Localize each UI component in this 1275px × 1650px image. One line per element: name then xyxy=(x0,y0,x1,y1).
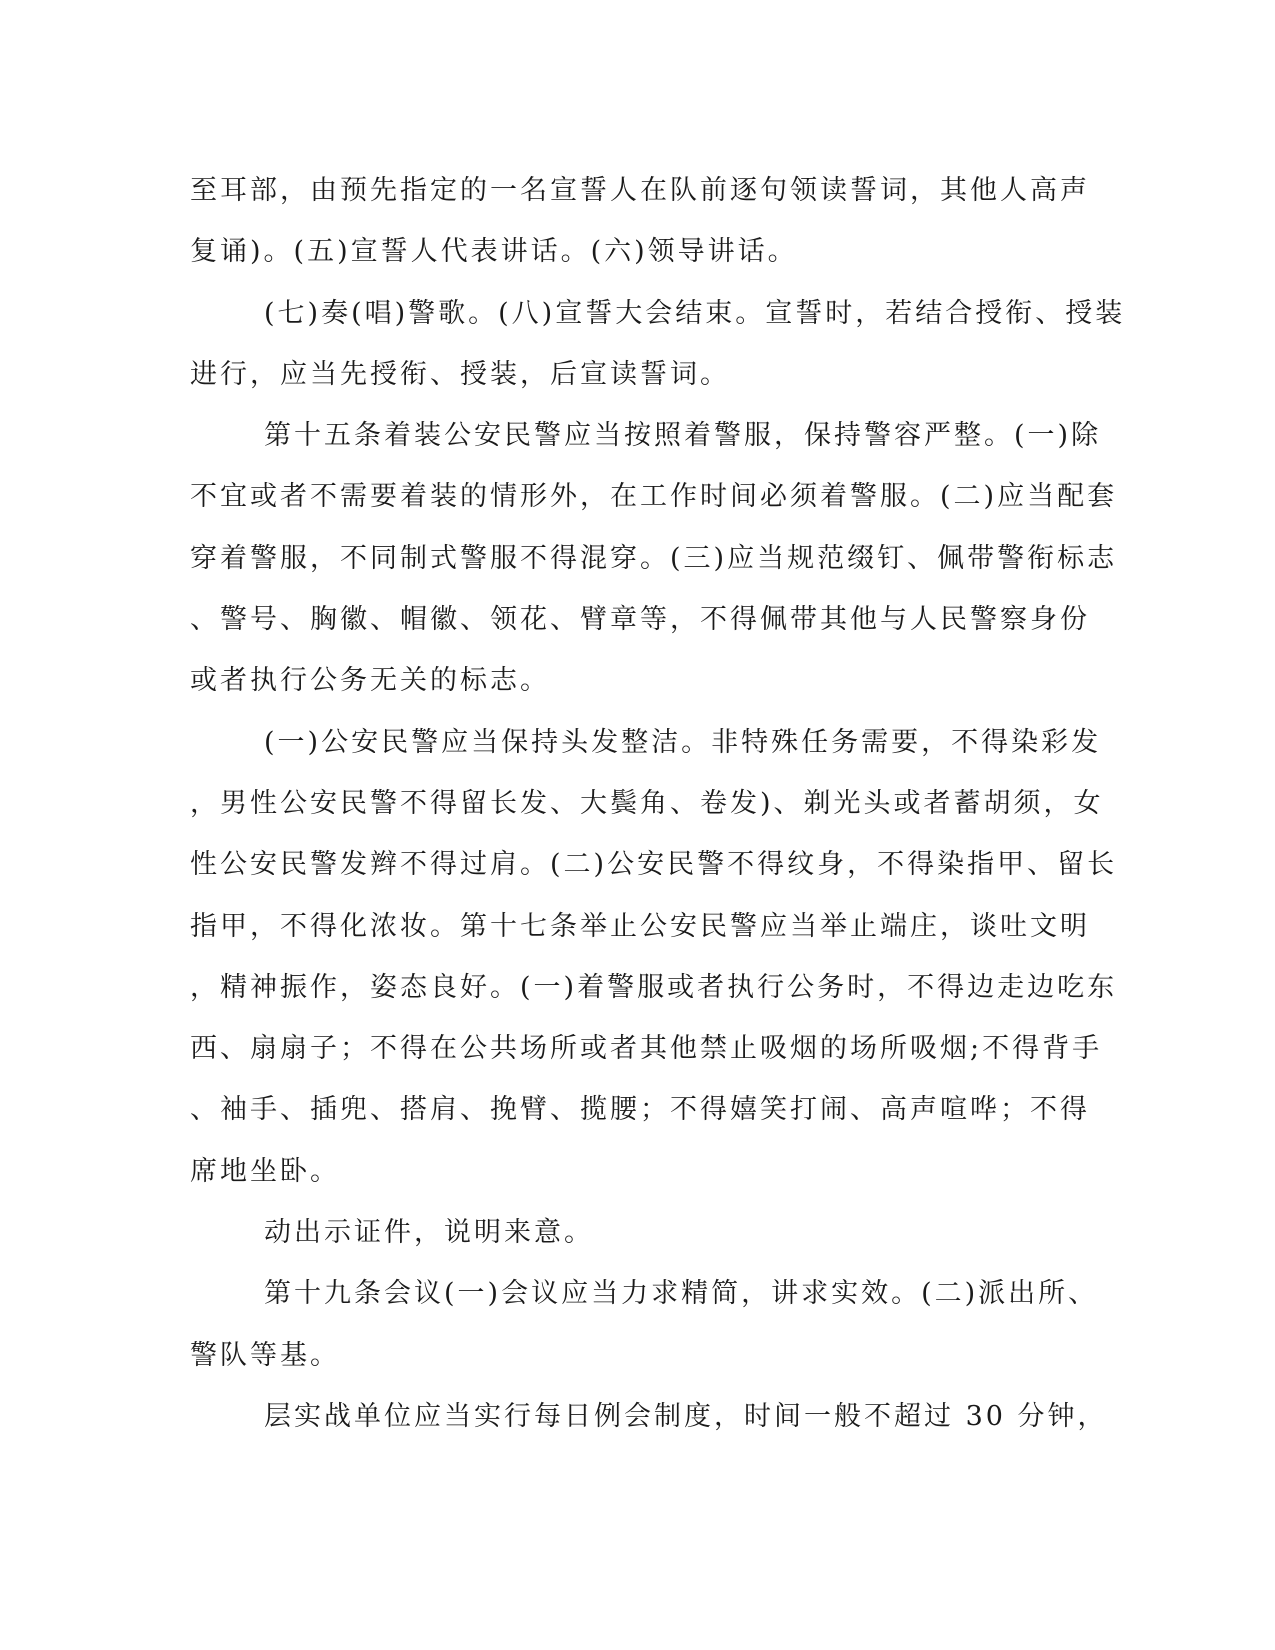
text-line-4: 进行，应当先授衔、授装，后宣读誓词。 xyxy=(190,358,730,390)
text-line-3: (七)奏(唱)警歌。(八)宣誓大会结束。宣誓时，若结合授衔、授装 xyxy=(264,297,1126,329)
text-line-5: 第十五条着装公安民警应当按照着警服，保持警容严整。(一)除 xyxy=(264,420,1102,452)
text-line-18: 动出示证件，说明来意。 xyxy=(264,1217,594,1249)
text-line-17: 席地坐卧。 xyxy=(190,1155,340,1187)
text-line-11: ，男性公安民警不得留长发、大鬓角、卷发)、剃光头或者蓄胡须，女 xyxy=(190,787,1104,819)
text-line-7: 穿着警服，不同制式警服不得混穿。(三)应当规范缀钉、佩带警衔标志 xyxy=(190,542,1118,574)
text-line-15: 西、扇扇子；不得在公共场所或者其他禁止吸烟的场所吸烟;不得背手 xyxy=(190,1033,1103,1065)
text-line-21: 层实战单位应当实行每日例会制度，时间一般不超过 30 分钟， xyxy=(264,1400,1108,1432)
text-line-9: 或者执行公务无关的标志。 xyxy=(190,665,550,697)
text-line-10: (一)公安民警应当保持头发整洁。非特殊任务需要，不得染彩发 xyxy=(264,726,1102,758)
text-line-20: 警队等基。 xyxy=(190,1339,340,1371)
text-line-14: ，精神振作，姿态良好。(一)着警服或者执行公务时，不得边走边吃东 xyxy=(190,971,1118,1003)
text-line-13: 指甲，不得化浓妆。第十七条举止公安民警应当举止端庄，谈吐文明 xyxy=(190,910,1090,942)
document-body xyxy=(190,160,1126,1447)
text-line-19: 第十九条会议(一)会议应当力求精简，讲求实效。(二)派出所、 xyxy=(264,1278,1099,1310)
text-line-2: 复诵)。(五)宣誓人代表讲话。(六)领导讲话。 xyxy=(190,236,798,268)
text-line-1: 至耳部，由预先指定的一名宣誓人在队前逐句领读誓词，其他人高声 xyxy=(190,175,1090,206)
text-line-16: 、袖手、插兜、搭肩、挽臂、揽腰；不得嬉笑打闹、高声喧哗；不得 xyxy=(190,1094,1090,1126)
text-line-12: 性公安民警发辫不得过肩。(二)公安民警不得纹身，不得染指甲、留长 xyxy=(190,849,1118,881)
text-line-6: 不宜或者不需要着装的情形外，在工作时间必须着警服。(二)应当配套 xyxy=(190,481,1118,513)
text-line-8: 、警号、胸徽、帽徽、领花、臂章等，不得佩带其他与人民警察身份 xyxy=(190,604,1090,636)
